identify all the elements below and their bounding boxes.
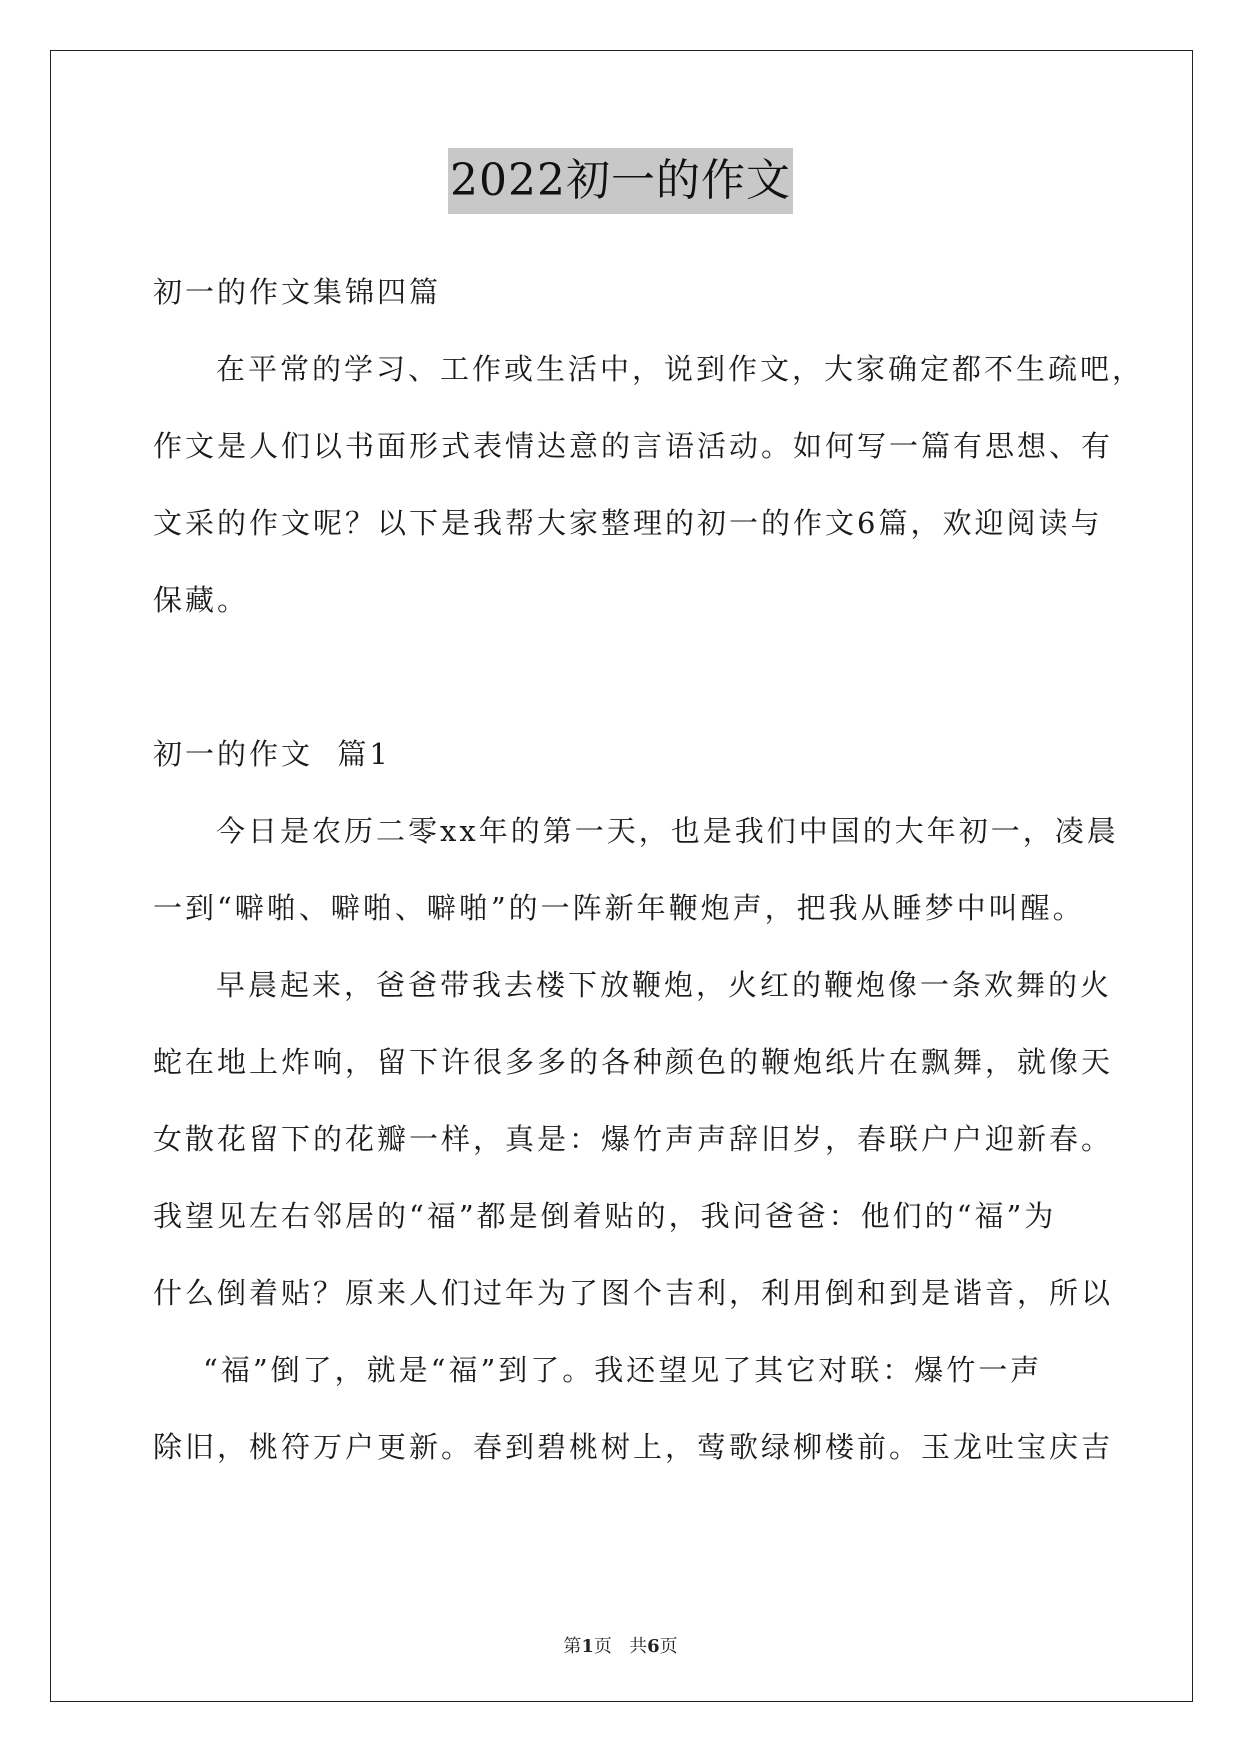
body-line: 我望见左右邻居的“福”都是倒着贴的，我问爸爸：他们的“福”为 bbox=[153, 1199, 1057, 1233]
body-line: 女散花留下的花瓣一样，真是：爆竹声声辞旧岁，春联户户迎新春。 bbox=[153, 1122, 1114, 1156]
paragraph-gap bbox=[153, 639, 1098, 716]
footer-middle: 页 共 bbox=[593, 1636, 648, 1657]
title-wrap bbox=[0, 148, 1241, 214]
body-line: 什么倒着贴？原来人们过年为了图个吉利，利用倒和到是谐音，所以 bbox=[153, 1276, 1114, 1310]
intro-line: 在平常的学习、工作或生活中，说到作文，大家确定都不生疏吧， bbox=[216, 352, 1145, 386]
footer-suffix: 页 bbox=[659, 1636, 678, 1657]
body-line: “福”倒了，就是“福”到了。我还望见了其它对联：爆竹一声 bbox=[203, 1353, 1043, 1387]
footer-prefix: 第 bbox=[563, 1636, 582, 1657]
footer-page-number: 1 bbox=[581, 1636, 594, 1657]
body-line: 除旧，桃符万户更新。春到碧桃树上，莺歌绿柳楼前。玉龙吐宝庆吉 bbox=[153, 1430, 1114, 1464]
document-title: 2022初一的作文 bbox=[448, 148, 793, 214]
intro-line: 文采的作文呢？以下是我帮大家整理的初一的作文6篇，欢迎阅读与 bbox=[153, 506, 1103, 540]
intro-line: 保藏。 bbox=[153, 583, 250, 617]
body-line: 早晨起来，爸爸带我去楼下放鞭炮，火红的鞭炮像一条欢舞的火 bbox=[216, 968, 1113, 1002]
section-heading: 初一的作文 篇1 bbox=[153, 737, 391, 771]
intro-line: 作文是人们以书面形式表情达意的言语活动。如何写一篇有思想、有 bbox=[153, 429, 1114, 463]
body-line: 一到“噼啪、噼啪、噼啪”的一阵新年鞭炮声，把我从睡梦中叫醒。 bbox=[153, 891, 1085, 925]
body-line: 蛇在地上炸响，留下许很多多的各种颜色的鞭炮纸片在飘舞，就像天 bbox=[153, 1045, 1114, 1079]
footer-total-pages: 6 bbox=[647, 1636, 660, 1657]
document-content bbox=[153, 254, 1145, 1486]
body-line: 今日是农历二零xx年的第一天，也是我们中国的大年初一，凌晨 bbox=[216, 814, 1119, 848]
document-subtitle: 初一的作文集锦四篇 bbox=[153, 275, 442, 309]
page-footer bbox=[0, 1632, 1241, 1658]
